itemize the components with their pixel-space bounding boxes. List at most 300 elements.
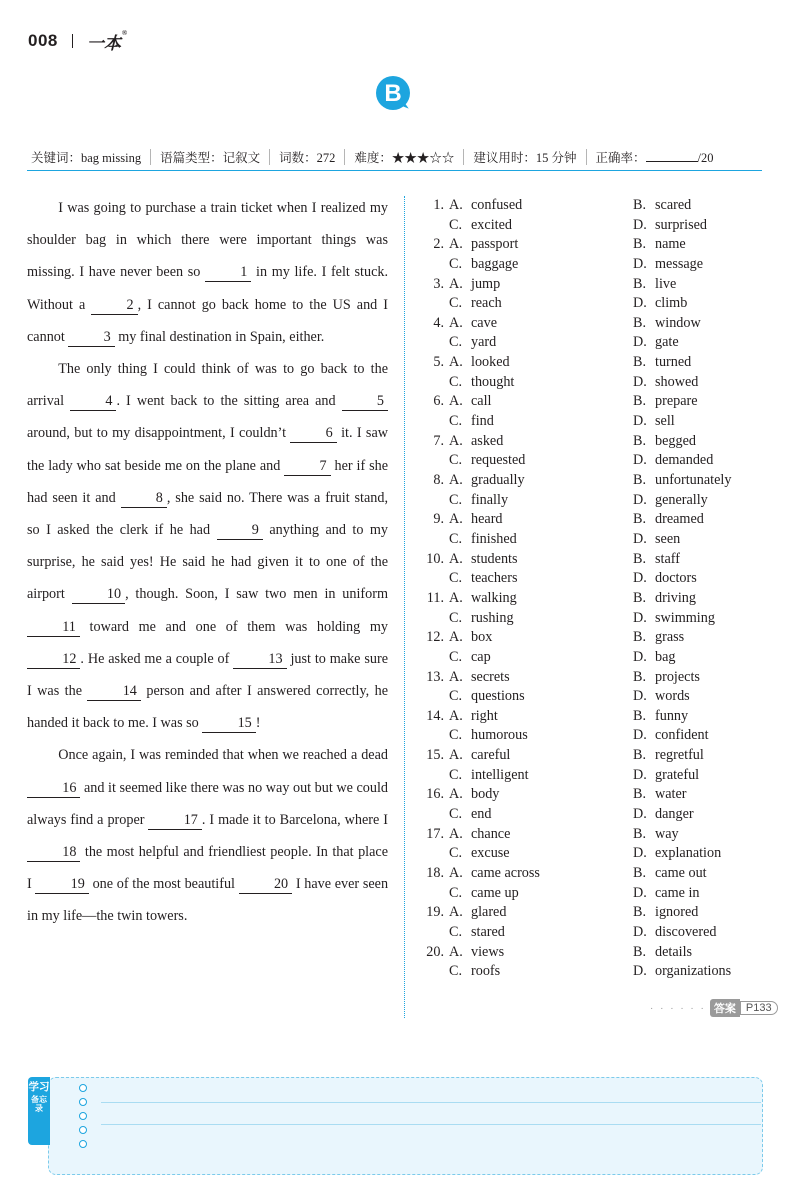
option-text: surprised xyxy=(655,216,708,233)
question-15 xyxy=(420,746,760,785)
option-a[interactable] xyxy=(444,550,518,570)
option-text: stared xyxy=(471,923,505,940)
question-number: 5. xyxy=(433,354,444,371)
option-letter: C. xyxy=(449,413,463,430)
option-text: showed xyxy=(655,373,699,390)
option-b[interactable] xyxy=(628,707,688,727)
passage-text: . I went back to the sitting area and xyxy=(116,393,336,410)
option-b[interactable] xyxy=(628,668,700,688)
option-c[interactable] xyxy=(444,216,512,236)
option-d[interactable] xyxy=(628,726,709,746)
option-a[interactable] xyxy=(444,903,506,923)
option-text: ignored xyxy=(655,904,699,921)
option-c[interactable] xyxy=(444,726,528,746)
option-letter: A. xyxy=(449,865,463,882)
option-b[interactable] xyxy=(628,235,686,255)
option-d[interactable] xyxy=(628,648,676,668)
option-b[interactable] xyxy=(628,392,698,412)
option-text: intelligent xyxy=(471,766,529,783)
question-13 xyxy=(420,668,760,707)
option-b[interactable] xyxy=(628,550,680,570)
blank-20[interactable]: 20 xyxy=(239,875,292,894)
option-letter: C. xyxy=(449,570,463,587)
option-text: end xyxy=(471,806,492,823)
blank-18[interactable]: 18 xyxy=(27,843,80,862)
blank-14[interactable]: 14 xyxy=(87,682,140,701)
blank-16[interactable]: 16 xyxy=(27,779,80,798)
option-c[interactable] xyxy=(444,294,502,314)
option-text: message xyxy=(655,255,704,272)
option-b[interactable] xyxy=(628,628,684,648)
option-letter: A. xyxy=(449,786,463,803)
question-9 xyxy=(420,510,760,549)
blank-5[interactable]: 5 xyxy=(342,392,388,411)
option-a[interactable] xyxy=(444,392,491,412)
option-letter: C. xyxy=(449,845,463,862)
option-c[interactable] xyxy=(444,687,525,707)
question-number: 19. xyxy=(426,904,444,921)
option-a[interactable] xyxy=(444,785,499,805)
blank-3[interactable]: 3 xyxy=(68,328,114,347)
option-text: box xyxy=(471,629,493,646)
question-17 xyxy=(420,825,760,864)
notes-tab-subtitle: 备忘录 xyxy=(31,1095,47,1113)
question-number: 6. xyxy=(433,393,444,410)
option-letter: A. xyxy=(449,904,463,921)
question-4 xyxy=(420,314,760,353)
option-text: baggage xyxy=(471,255,519,272)
option-d[interactable] xyxy=(628,451,713,471)
option-text: heard xyxy=(471,511,503,528)
blank-4[interactable]: 4 xyxy=(70,392,116,411)
blank-11[interactable]: 11 xyxy=(27,618,80,637)
option-letter: D. xyxy=(633,530,647,547)
option-text: funny xyxy=(655,707,689,724)
option-c[interactable] xyxy=(444,451,525,471)
option-c[interactable] xyxy=(444,805,492,825)
passage-text: just to make sure I was the xyxy=(27,650,388,700)
option-letter: B. xyxy=(633,393,647,410)
option-c[interactable] xyxy=(444,923,505,943)
passage-text: and it seemed like there was no way out but we could always find a proper xyxy=(27,779,389,828)
option-text: rushing xyxy=(471,609,514,626)
option-letter: C. xyxy=(449,491,463,508)
notes-tab-title: 学习 xyxy=(28,1081,50,1093)
note-line xyxy=(101,1102,761,1103)
option-text: climb xyxy=(655,295,688,312)
question-1 xyxy=(420,196,760,235)
header-divider xyxy=(72,34,73,48)
option-letter: B. xyxy=(633,314,647,331)
option-letter: D. xyxy=(633,491,647,508)
option-letter: A. xyxy=(449,197,463,213)
option-letter: B. xyxy=(633,354,647,371)
option-d[interactable] xyxy=(628,491,708,511)
option-b[interactable] xyxy=(628,510,704,530)
option-letter: B. xyxy=(633,629,647,646)
option-text: demanded xyxy=(655,452,714,469)
option-letter: A. xyxy=(449,747,463,764)
option-c[interactable] xyxy=(444,255,518,275)
blank-15[interactable]: 15 xyxy=(202,714,255,733)
option-b[interactable] xyxy=(628,275,676,295)
option-d[interactable] xyxy=(628,569,697,589)
option-c[interactable] xyxy=(444,844,510,864)
option-b[interactable] xyxy=(628,589,696,609)
accuracy-total: /20 xyxy=(697,150,714,165)
page-header xyxy=(28,28,127,54)
score-input-line[interactable] xyxy=(646,149,698,162)
answer-reference xyxy=(650,999,778,1017)
option-letter: B. xyxy=(633,275,647,292)
option-d[interactable] xyxy=(628,609,715,629)
question-number: 12. xyxy=(426,629,444,646)
option-c[interactable] xyxy=(444,962,500,982)
question-11 xyxy=(420,589,760,628)
option-text: teachers xyxy=(471,570,518,587)
question-number: 8. xyxy=(433,472,444,489)
option-b[interactable] xyxy=(628,471,731,491)
option-letter: B. xyxy=(633,943,647,960)
option-letter: D. xyxy=(633,255,647,272)
option-a[interactable] xyxy=(444,943,504,963)
option-a[interactable] xyxy=(444,314,497,334)
option-letter: A. xyxy=(449,511,463,528)
option-letter: B. xyxy=(633,825,647,842)
option-letter: C. xyxy=(449,963,463,980)
question-number: 4. xyxy=(433,314,444,331)
option-text: sell xyxy=(655,413,675,430)
option-letter: A. xyxy=(449,472,463,489)
option-text: details xyxy=(655,943,693,960)
notes-writing-area[interactable] xyxy=(48,1077,763,1175)
option-d[interactable] xyxy=(628,412,675,432)
option-a[interactable] xyxy=(444,589,517,609)
question-number: 15. xyxy=(426,747,444,764)
section-letter: B xyxy=(384,80,402,107)
option-text: projects xyxy=(655,668,700,685)
option-text: secrets xyxy=(471,668,510,685)
option-d[interactable] xyxy=(628,333,679,353)
option-letter: A. xyxy=(449,707,463,724)
blank-17[interactable]: 17 xyxy=(148,811,201,830)
passage-text: The only thing I could think of was to go back to the arrival xyxy=(27,361,388,410)
option-c[interactable] xyxy=(444,609,514,629)
note-line xyxy=(101,1124,761,1125)
option-b[interactable] xyxy=(628,864,707,884)
option-a[interactable] xyxy=(444,432,503,452)
option-letter: A. xyxy=(449,589,463,606)
option-a[interactable] xyxy=(444,471,525,491)
option-letter: A. xyxy=(449,668,463,685)
option-a[interactable] xyxy=(444,746,510,766)
option-c[interactable] xyxy=(444,530,517,550)
option-a[interactable] xyxy=(444,825,510,845)
option-d[interactable] xyxy=(628,530,680,550)
option-text: came in xyxy=(655,884,700,901)
paragraph-1 xyxy=(27,192,388,353)
option-text: words xyxy=(655,688,690,705)
option-text: thought xyxy=(471,373,515,390)
option-d[interactable] xyxy=(628,884,700,904)
paragraph-3 xyxy=(27,739,388,932)
leader-dots: · · · · · · xyxy=(650,1002,706,1014)
accuracy-label: 正确率： xyxy=(595,150,646,165)
option-letter: B. xyxy=(633,197,647,213)
passage-text: anything and to my surprise, he said yes! He said he had given it to one of the airport xyxy=(27,522,389,603)
option-text: roofs xyxy=(471,963,501,980)
question-19 xyxy=(420,903,760,942)
option-d[interactable] xyxy=(628,844,721,864)
option-text: jump xyxy=(471,275,501,292)
option-d[interactable] xyxy=(628,766,699,786)
option-letter: A. xyxy=(449,629,463,646)
option-letter: D. xyxy=(633,884,647,901)
binder-ring-icon xyxy=(79,1098,87,1106)
option-letter: D. xyxy=(633,727,647,744)
option-letter: A. xyxy=(449,275,463,292)
option-text: live xyxy=(655,275,677,292)
option-b[interactable] xyxy=(628,825,679,845)
option-text: regretful xyxy=(655,747,704,764)
blank-13[interactable]: 13 xyxy=(233,650,286,669)
option-letter: A. xyxy=(449,354,463,371)
option-d[interactable] xyxy=(628,216,707,236)
option-text: water xyxy=(655,786,687,803)
option-letter: B. xyxy=(633,707,647,724)
option-text: doctors xyxy=(655,570,697,587)
question-number: 14. xyxy=(426,707,444,724)
option-b[interactable] xyxy=(628,943,692,963)
question-14 xyxy=(420,707,760,746)
option-text: right xyxy=(471,707,498,724)
brand-text: 一本 xyxy=(86,33,121,53)
option-text: unfortunately xyxy=(655,472,732,489)
option-letter: B. xyxy=(633,668,647,685)
option-a[interactable] xyxy=(444,235,518,255)
question-number: 1. xyxy=(433,197,444,213)
option-c[interactable] xyxy=(444,766,529,786)
question-number: 16. xyxy=(426,786,444,803)
option-a[interactable] xyxy=(444,510,503,530)
option-letter: D. xyxy=(633,295,647,312)
option-c[interactable] xyxy=(444,412,494,432)
option-text: organizations xyxy=(655,963,732,980)
page-number: 008 xyxy=(28,31,58,50)
option-a[interactable] xyxy=(444,707,498,727)
option-text: staff xyxy=(655,550,680,567)
option-d[interactable] xyxy=(628,962,731,982)
option-a[interactable] xyxy=(444,353,510,373)
option-text: discovered xyxy=(655,923,717,940)
option-letter: D. xyxy=(633,570,647,587)
keywords: 关键词：bag missing xyxy=(31,150,142,165)
option-text: name xyxy=(655,236,686,253)
passage-text: , she said no. There was a fruit stand, so I asked the clerk if he had xyxy=(27,489,389,539)
option-b[interactable] xyxy=(628,196,691,216)
option-a[interactable] xyxy=(444,196,522,216)
option-letter: B. xyxy=(633,589,647,606)
option-a[interactable] xyxy=(444,864,540,884)
passage-text: her if she had seen it and xyxy=(27,457,389,506)
option-letter: B. xyxy=(633,511,647,528)
brand-logo xyxy=(87,29,127,54)
option-text: views xyxy=(471,943,505,960)
question-3 xyxy=(420,275,760,314)
option-letter: D. xyxy=(633,452,647,469)
option-letter: C. xyxy=(449,884,463,901)
option-d[interactable] xyxy=(628,255,703,275)
blank-9[interactable]: 9 xyxy=(217,521,263,540)
passage-text: . I made it to Barcelona, where I xyxy=(201,811,388,828)
question-18 xyxy=(420,864,760,903)
option-text: humorous xyxy=(471,727,528,744)
option-text: finally xyxy=(471,491,509,508)
option-text: gate xyxy=(655,334,679,351)
option-text: students xyxy=(471,550,518,567)
option-b[interactable] xyxy=(628,314,701,334)
option-letter: A. xyxy=(449,550,463,567)
passage-text: around, but to my disappointment, I couldn’t xyxy=(27,425,287,442)
reading-passage xyxy=(27,192,388,933)
option-letter: D. xyxy=(633,413,647,430)
study-notes-box xyxy=(28,1077,763,1175)
option-letter: C. xyxy=(449,688,463,705)
option-text: looked xyxy=(471,354,510,371)
question-number: 2. xyxy=(433,236,444,253)
option-d[interactable] xyxy=(628,805,694,825)
option-c[interactable] xyxy=(444,884,519,904)
option-text: excuse xyxy=(471,845,510,862)
option-d[interactable] xyxy=(628,687,690,707)
option-c[interactable] xyxy=(444,333,496,353)
option-b[interactable] xyxy=(628,353,691,373)
question-12 xyxy=(420,628,760,667)
option-letter: C. xyxy=(449,806,463,823)
option-letter: A. xyxy=(449,432,463,449)
option-letter: C. xyxy=(449,727,463,744)
genre: 语篇类型：记叙文 xyxy=(160,150,261,165)
option-text: driving xyxy=(655,589,696,606)
option-a[interactable] xyxy=(444,668,510,688)
accuracy xyxy=(587,148,723,166)
passage-text: toward me and one of them was holding my xyxy=(89,618,389,635)
option-text: came up xyxy=(471,884,519,901)
option-text: came out xyxy=(655,865,707,882)
passage-text: my final destination in Spain, either. xyxy=(118,328,325,345)
question-number: 7. xyxy=(433,432,444,449)
question-20 xyxy=(420,943,760,982)
blank-19[interactable]: 19 xyxy=(35,875,88,894)
option-letter: C. xyxy=(449,452,463,469)
option-text: begged xyxy=(655,432,696,449)
answer-options xyxy=(420,196,760,982)
option-text: careful xyxy=(471,747,511,764)
option-letter: D. xyxy=(633,648,647,665)
binder-ring-icon xyxy=(79,1084,87,1092)
option-letter: A. xyxy=(449,825,463,842)
notes-tab xyxy=(28,1077,50,1145)
passage-text: . He asked me a couple of xyxy=(80,650,230,667)
blank-6[interactable]: 6 xyxy=(290,424,336,443)
question-number: 18. xyxy=(426,865,444,882)
blank-12[interactable]: 12 xyxy=(27,650,80,669)
option-letter: C. xyxy=(449,648,463,665)
option-b[interactable] xyxy=(628,785,687,805)
option-letter: C. xyxy=(449,923,463,940)
option-c[interactable] xyxy=(444,373,514,393)
option-text: generally xyxy=(655,491,708,508)
option-text: passport xyxy=(471,236,519,253)
passage-text: one of the most beautiful xyxy=(92,876,235,893)
question-16 xyxy=(420,785,760,824)
option-text: dreamed xyxy=(655,511,704,528)
option-text: walking xyxy=(471,589,517,606)
passage-text: , I cannot go back home to the US and I cannot xyxy=(27,296,389,345)
column-divider xyxy=(404,196,405,1018)
option-letter: D. xyxy=(633,963,647,980)
option-c[interactable] xyxy=(444,569,517,589)
option-letter: D. xyxy=(633,806,647,823)
binder-ring-icon xyxy=(79,1140,87,1148)
option-a[interactable] xyxy=(444,275,500,295)
passage-text: person and after I answered correctly, he handed it back to me. I was so xyxy=(27,683,389,732)
blank-2[interactable]: 2 xyxy=(91,296,137,315)
question-2 xyxy=(420,235,760,274)
option-text: bag xyxy=(655,648,676,665)
question-number: 9. xyxy=(433,511,444,528)
option-d[interactable] xyxy=(628,923,716,943)
option-text: gradually xyxy=(471,472,525,489)
question-5 xyxy=(420,353,760,392)
option-letter: A. xyxy=(449,314,463,331)
option-letter: C. xyxy=(449,609,463,626)
option-letter: B. xyxy=(633,432,647,449)
option-b[interactable] xyxy=(628,903,698,923)
option-text: grateful xyxy=(655,766,700,783)
option-text: seen xyxy=(655,530,681,547)
question-number: 13. xyxy=(426,668,444,685)
option-letter: C. xyxy=(449,373,463,390)
option-letter: B. xyxy=(633,747,647,764)
option-b[interactable] xyxy=(628,432,696,452)
option-b[interactable] xyxy=(628,746,704,766)
option-text: yard xyxy=(471,334,497,351)
option-c[interactable] xyxy=(444,648,491,668)
option-letter: B. xyxy=(633,236,647,253)
option-text: body xyxy=(471,786,500,803)
option-text: cap xyxy=(471,648,491,665)
option-c[interactable] xyxy=(444,491,508,511)
option-d[interactable] xyxy=(628,294,687,314)
blank-10[interactable]: 10 xyxy=(72,585,125,604)
blank-7[interactable]: 7 xyxy=(284,457,330,476)
option-d[interactable] xyxy=(628,373,698,393)
suggested-time: 建议用时：15 分钟 xyxy=(473,150,577,165)
option-letter: A. xyxy=(449,236,463,253)
passage-text: ! xyxy=(255,715,261,732)
option-a[interactable] xyxy=(444,628,492,648)
option-text: prepare xyxy=(655,393,698,410)
question-number: 17. xyxy=(426,825,444,842)
option-letter: A. xyxy=(449,393,463,410)
blank-8[interactable]: 8 xyxy=(121,489,167,508)
blank-1[interactable]: 1 xyxy=(205,263,251,282)
option-letter: B. xyxy=(633,865,647,882)
option-text: chance xyxy=(471,825,511,842)
question-number: 20. xyxy=(426,943,444,960)
passage-text: I was going to purchase a train ticket when I realized my shoulder bag in which there were important things was missing. I have never been so xyxy=(27,200,388,281)
